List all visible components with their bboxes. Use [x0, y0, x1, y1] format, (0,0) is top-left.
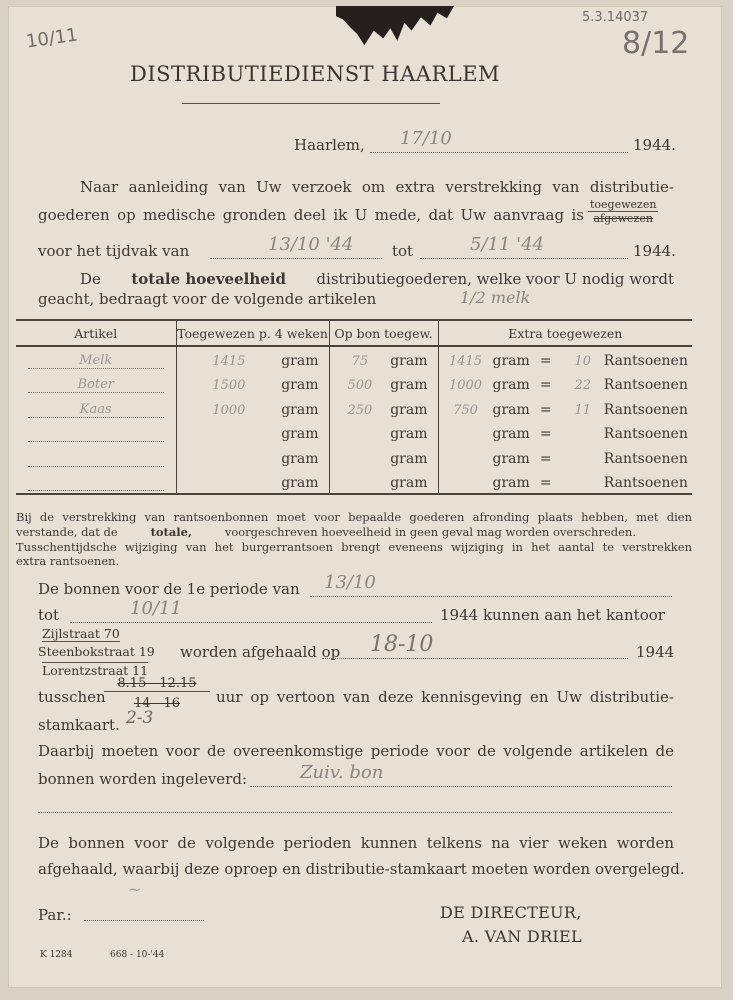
- time-slot-1: 8.15—12.15: [104, 676, 210, 692]
- note-line2: [16, 525, 636, 539]
- bonnen-from-handwritten: 13/10: [324, 572, 376, 593]
- unit-gram: gram: [390, 450, 428, 467]
- date-dotted-line: [370, 152, 628, 153]
- equals-sign: =: [539, 352, 552, 369]
- period-to-label: tot: [392, 242, 414, 260]
- daarbij-line: [250, 786, 672, 787]
- header-toegewezen: Toegewezen p. 4 weken: [176, 320, 329, 346]
- cell-artikel: [16, 469, 176, 494]
- unit-gram: gram: [492, 450, 530, 467]
- afgehaald-year: 1944: [636, 643, 675, 661]
- unit-gram: gram: [281, 401, 319, 418]
- rations-label: Rantsoenen: [603, 450, 688, 467]
- para1-line2: goederen op medische gronden deel ik U mede, dat Uw aanvraag is: [38, 206, 584, 224]
- unit-gram: gram: [492, 377, 530, 394]
- cell-op-bon: 500 gram: [329, 371, 438, 396]
- rations-label: Rantsoenen: [603, 377, 688, 394]
- unit-gram: gram: [492, 352, 530, 369]
- unit-gram: gram: [281, 474, 319, 491]
- table-header-row: [16, 320, 692, 346]
- unit-gram: gram: [281, 426, 319, 443]
- para2-bold: totale hoeveelheid: [131, 270, 286, 288]
- footer-code-2: 668 - 10-'44: [110, 950, 165, 960]
- cell-op-bon: 75 gram: [329, 346, 438, 371]
- unit-gram: gram: [492, 474, 530, 491]
- uur-text: uur op vertoon van deze kennisgeving en Uw distributie-: [216, 688, 674, 706]
- equals-sign: =: [539, 377, 552, 394]
- time-slot-2: 14—16: [133, 696, 181, 711]
- header-op-bon: Op bon toegew.: [329, 320, 438, 346]
- final-line1: De bonnen voor de volgende perioden kunnen telkens na vier weken worden: [38, 834, 674, 852]
- address-steenbokstraat: Steenbokstraat 19: [38, 644, 155, 659]
- afgehaald-date-handwritten: 18-10: [370, 632, 434, 657]
- cell-toegewezen: 1415 gram: [176, 346, 329, 371]
- table-row: [16, 420, 692, 445]
- footer-code-1: K 1284: [40, 950, 73, 960]
- stamkaart-label: stamkaart.: [38, 716, 120, 734]
- cell-toegewezen: 1000 gram: [176, 395, 329, 420]
- unit-gram: gram: [281, 377, 319, 394]
- decision-granted: toegewezen: [590, 198, 657, 211]
- cell-extra: [438, 469, 692, 494]
- cell-extra: [438, 444, 692, 469]
- director-title: DE DIRECTEUR,: [440, 903, 582, 922]
- afgehaald-date-line: [322, 658, 628, 659]
- header-extra: Extra toegewezen: [438, 320, 692, 346]
- unit-gram: gram: [390, 377, 428, 394]
- daarbij-line1: Daarbij moeten voor de overeenkomstige periode voor de volgende artikelen de: [38, 742, 674, 760]
- para2-line1: [80, 270, 674, 288]
- daarbij-line2: bonnen worden ingeleverd:: [38, 770, 247, 788]
- period-to-line: [420, 258, 628, 259]
- unit-gram: gram: [390, 474, 428, 491]
- rations-label: Rantsoenen: [603, 401, 688, 418]
- unit-gram: gram: [492, 426, 530, 443]
- articles-table: [16, 319, 692, 495]
- period-label: voor het tijdvak van: [38, 242, 190, 260]
- director-name: A. VAN DRIEL: [462, 927, 582, 946]
- address-zijlstraat: Zijlstraat 70: [42, 626, 120, 641]
- rations-label: Rantsoenen: [603, 352, 688, 369]
- note-line2-rest: voorgeschreven hoeveelheid in geen geval mag worden overschreden.: [224, 525, 636, 539]
- par-line: [84, 920, 204, 921]
- bonnen-line1: De bonnen voor de 1e periode van: [38, 580, 300, 598]
- cell-artikel: [16, 420, 176, 445]
- title-underline: [182, 103, 440, 104]
- archive-stamp-number: 5.3.14037: [582, 10, 649, 25]
- cell-artikel: Boter: [16, 371, 176, 396]
- note-line2-prefix: verstande, dat de: [16, 525, 118, 539]
- period-from-line: [210, 258, 382, 259]
- cell-extra: 1000 gram = 22 Rantsoenen: [438, 371, 692, 396]
- bonnen-from-line: [310, 596, 672, 597]
- unit-gram: gram: [281, 450, 319, 467]
- bonnen-to-handwritten: 10/11: [130, 598, 182, 619]
- note-line1: Bij de verstrekking van rantsoenbonnen moet voor bepaalde goederen afronding plaats hebben, met dien: [16, 510, 692, 524]
- period-year: 1944.: [633, 242, 676, 260]
- header-artikel: Artikel: [16, 320, 176, 346]
- pencil-note-corner: 10/11: [24, 24, 80, 53]
- equals-sign: =: [539, 474, 552, 491]
- address-lorentzstraat: Lorentzstraat 11: [42, 663, 149, 678]
- period-from-handwritten: 13/10 '44: [268, 234, 354, 255]
- date-year: 1944.: [633, 136, 676, 154]
- table-row: [16, 346, 692, 371]
- place-label: Haarlem,: [294, 136, 365, 154]
- cell-op-bon: 250 gram: [329, 395, 438, 420]
- tusschen-label: tusschen: [38, 688, 106, 706]
- unit-gram: gram: [492, 401, 530, 418]
- table-row: [16, 395, 692, 420]
- table-row: [16, 469, 692, 494]
- unit-gram: gram: [390, 426, 428, 443]
- para2-handwritten-note: 1/2 melk: [460, 288, 531, 307]
- cell-toegewezen: 1500 gram: [176, 371, 329, 396]
- par-label: Par.:: [38, 906, 72, 924]
- equals-sign: =: [539, 426, 552, 443]
- rations-count: 22: [574, 378, 592, 394]
- final-line2: afgehaald, waarbij deze oproep en distributie-stamkaart moeten worden overgelegd.: [38, 860, 685, 878]
- afgehaald-label: worden afgehaald op: [180, 643, 341, 661]
- unit-gram: gram: [390, 352, 428, 369]
- cell-toegewezen: [176, 469, 329, 494]
- cell-toegewezen: [176, 420, 329, 445]
- cell-artikel: Melk: [16, 346, 176, 371]
- cell-artikel: [16, 444, 176, 469]
- bonnen-to-line: [70, 622, 432, 623]
- rations-label: Rantsoenen: [603, 474, 688, 491]
- para2-line2: geacht, bedraagt voor de volgende artikelen: [38, 290, 377, 308]
- unit-gram: gram: [390, 401, 428, 418]
- para2-prefix: De: [80, 270, 101, 288]
- cell-extra: 750 gram = 11 Rantsoenen: [438, 395, 692, 420]
- period-to-handwritten: 5/11 '44: [470, 234, 544, 255]
- bonnen-line2-end: 1944 kunnen aan het kantoor: [440, 606, 665, 624]
- equals-sign: =: [539, 401, 552, 418]
- decision-fraction: [588, 198, 658, 225]
- cell-extra: 1415 gram = 10 Rantsoenen: [438, 346, 692, 371]
- cell-op-bon: [329, 444, 438, 469]
- cell-artikel: Kaas: [16, 395, 176, 420]
- daarbij-handwritten: Zuiv. bon: [300, 762, 384, 783]
- equals-sign: =: [539, 450, 552, 467]
- daarbij-extra-line: [38, 812, 672, 813]
- date-handwritten: 17/10: [400, 128, 452, 149]
- stamkaart-handwritten: 2-3: [126, 708, 154, 728]
- rations-count: 11: [574, 402, 592, 418]
- cell-extra: [438, 420, 692, 445]
- cell-op-bon: [329, 420, 438, 445]
- unit-gram: gram: [281, 352, 319, 369]
- decision-rejected: afgewezen: [593, 212, 653, 225]
- par-signature: ~: [128, 880, 142, 899]
- cell-toegewezen: [176, 444, 329, 469]
- para1-line1: Naar aanleiding van Uw verzoek om extra verstrekking van distributie-: [80, 178, 674, 196]
- table-row: [16, 371, 692, 396]
- rations-label: Rantsoenen: [603, 426, 688, 443]
- note-line4: extra rantsoenen.: [16, 554, 120, 568]
- para2-rest: distributiegoederen, welke voor U nodig wordt: [316, 270, 674, 288]
- note-line2-bold: totale,: [150, 525, 192, 539]
- bonnen-tot-label: tot: [38, 606, 60, 624]
- pencil-folio-number: 8/12: [622, 26, 690, 61]
- table-row: [16, 444, 692, 469]
- cell-op-bon: [329, 469, 438, 494]
- rations-count: 10: [574, 353, 592, 369]
- page-title: DISTRIBUTIEDIENST HAARLEM: [130, 62, 501, 86]
- note-line3: Tusschentijdsche wijziging van het burgerrantsoen brengt eveneens wijziging in het aantal te verstrekken: [16, 540, 692, 554]
